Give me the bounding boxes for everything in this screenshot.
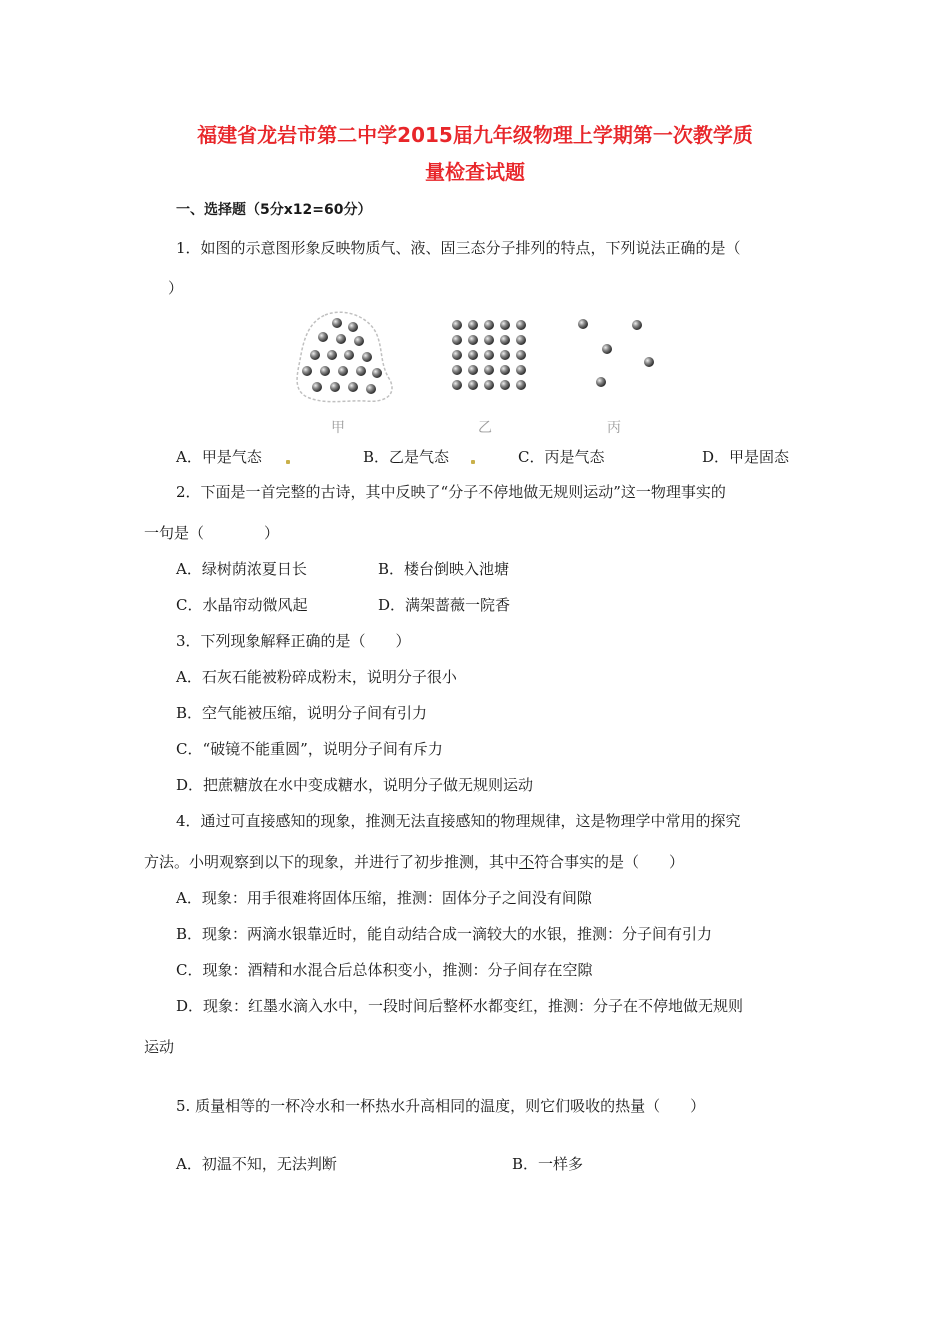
question-3-option-b: B．空气能被压缩，说明分子间有引力 bbox=[176, 704, 428, 722]
question-1-option-b: B．乙是气态 bbox=[363, 448, 450, 466]
question-5-stem: 5. 质量相等的一杯冷水和一杯热水升高相同的温度，则它们吸收的热量（ ） bbox=[176, 1097, 706, 1115]
question-3-option-a: A．石灰石能被粉碎成粉末，说明分子很小 bbox=[176, 668, 457, 686]
figure-label-jia: 甲 bbox=[331, 420, 345, 436]
question-2-stem-cont: 一句是（ ） bbox=[144, 524, 280, 542]
stray-mark bbox=[286, 460, 290, 464]
question-5-option-b: B．一样多 bbox=[512, 1155, 584, 1173]
emphasis-not: 不 bbox=[519, 853, 535, 871]
question-4-option-c: C．现象：酒精和水混合后总体积变小，推测：分子间存在空隙 bbox=[176, 961, 593, 979]
diagram-jia bbox=[297, 312, 392, 401]
question-4-option-d-cont: 运动 bbox=[144, 1038, 175, 1056]
figure-label-bing: 丙 bbox=[607, 420, 621, 436]
stray-mark bbox=[471, 460, 475, 464]
diagram-bing bbox=[578, 319, 654, 387]
question-2-option-c: C．水晶帘动微风起 bbox=[176, 596, 308, 614]
question-1-stem-cont: ） bbox=[168, 279, 184, 297]
question-1-option-d: D．甲是固态 bbox=[702, 448, 790, 466]
question-2-stem: 2．下面是一首完整的古诗，其中反映了“分子不停地做无规则运动”这一物理事实的 bbox=[176, 483, 726, 501]
question-4-option-b: B．现象：两滴水银靠近时，能自动结合成一滴较大的水银，推测：分子间有引力 bbox=[176, 925, 713, 943]
question-2-option-a: A．绿树荫浓夏日长 bbox=[176, 560, 307, 578]
document-title-line1: 福建省龙岩市第二中学2015届九年级物理上学期第一次教学质 bbox=[197, 123, 753, 147]
question-1-option-c: C．丙是气态 bbox=[518, 448, 605, 466]
document-title-line2: 量检查试题 bbox=[425, 160, 525, 184]
question-3-option-d: D．把蔗糖放在水中变成糖水，说明分子做无规则运动 bbox=[176, 776, 534, 794]
question-5-option-a: A．初温不知，无法判断 bbox=[176, 1155, 337, 1173]
question-4-option-a: A．现象：用手很难将固体压缩，推测：固体分子之间没有间隙 bbox=[176, 889, 592, 907]
question-3-option-c: C．“破镜不能重圆”，说明分子间有斥力 bbox=[176, 740, 443, 758]
molecule-arrangement-figure bbox=[285, 305, 675, 440]
section-heading: 一、选择题（5分x12=60分） bbox=[176, 202, 372, 218]
question-4-option-d: D．现象：红墨水滴入水中，一段时间后整杯水都变红，推测：分子在不停地做无规则 bbox=[176, 997, 744, 1015]
figure-label-yi: 乙 bbox=[478, 420, 492, 436]
diagram-yi bbox=[452, 320, 526, 390]
question-2-option-b: B．楼台倒映入池塘 bbox=[378, 560, 510, 578]
question-3-stem: 3．下列现象解释正确的是（ ） bbox=[176, 632, 411, 650]
question-4-stem-cont: 方法。小明观察到以下的现象，并进行了初步推测，其中不符合事实的是（ ） bbox=[144, 853, 685, 871]
question-1-option-a: A．甲是气态 bbox=[176, 448, 262, 466]
question-2-option-d: D．满架蔷薇一院香 bbox=[378, 596, 511, 614]
question-1-stem: 1．如图的示意图形象反映物质气、液、固三态分子排列的特点，下列说法正确的是（ bbox=[176, 239, 741, 257]
question-4-stem: 4．通过可直接感知的现象，推测无法直接感知的物理规律，这是物理学中常用的探究 bbox=[176, 812, 741, 830]
